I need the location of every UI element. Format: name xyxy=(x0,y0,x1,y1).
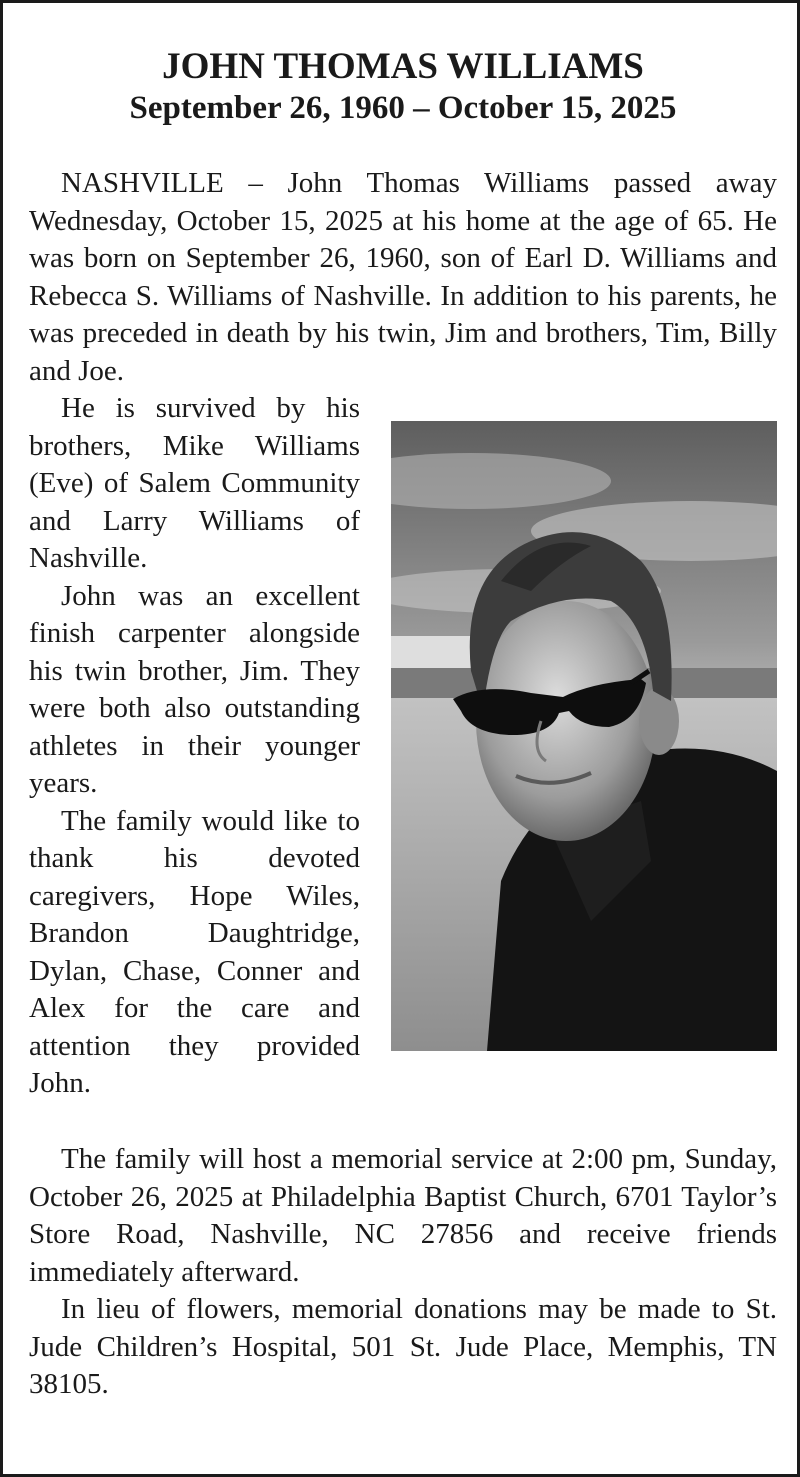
paragraph-intro: NASHVILLE – John Thomas Williams passed away Wednesday, October 15, 2025 at his home at the age of 65. He was born on September 26, 1960, son of Earl D. Williams and Rebecca S. Williams of Nashville. In addition to his parents, he was preceded in death by his twin, Jim and brothers, Tim, Billy and Joe. xyxy=(29,167,777,387)
paragraph-memorial-service: The family will host a memorial service at 2:00 pm, Sunday, October 26, 2025 at Philadelphia Baptist Church, 6701 Taylor’s Store Road, Nashville, NC 27856 and receive friends immediately afterward. xyxy=(29,1143,777,1288)
paragraph-career: John was an excellent finish carpenter alongside his twin brother, Jim. They were both also outstanding athletes in their younger years. xyxy=(29,579,360,799)
portrait-photo xyxy=(391,421,777,1051)
portrait-illustration xyxy=(391,421,777,1051)
obituary-service-info xyxy=(29,1141,777,1404)
paragraph-donations: In lieu of flowers, memorial donations may be made to St. Jude Children’s Hospital, 501 St. Jude Place, Memphis, TN 38105. xyxy=(29,1293,777,1400)
paragraph-thanks: The family would like to thank his devoted caregivers, Hope Wiles, Brandon Daughtridge, Dylan, Chase, Conner and Alex for the care and attention they provided John. xyxy=(29,804,360,1099)
obituary-left-column xyxy=(29,390,360,1103)
obituary-intro xyxy=(29,165,777,390)
paragraph-survivors: He is survived by his brothers, Mike Williams (Eve) of Salem Community and Larry Williams of Nashville. xyxy=(29,392,360,574)
obituary-name: JOHN THOMAS WILLIAMS xyxy=(162,46,644,87)
obituary-dates: September 26, 1960 – October 15, 2025 xyxy=(129,90,677,126)
